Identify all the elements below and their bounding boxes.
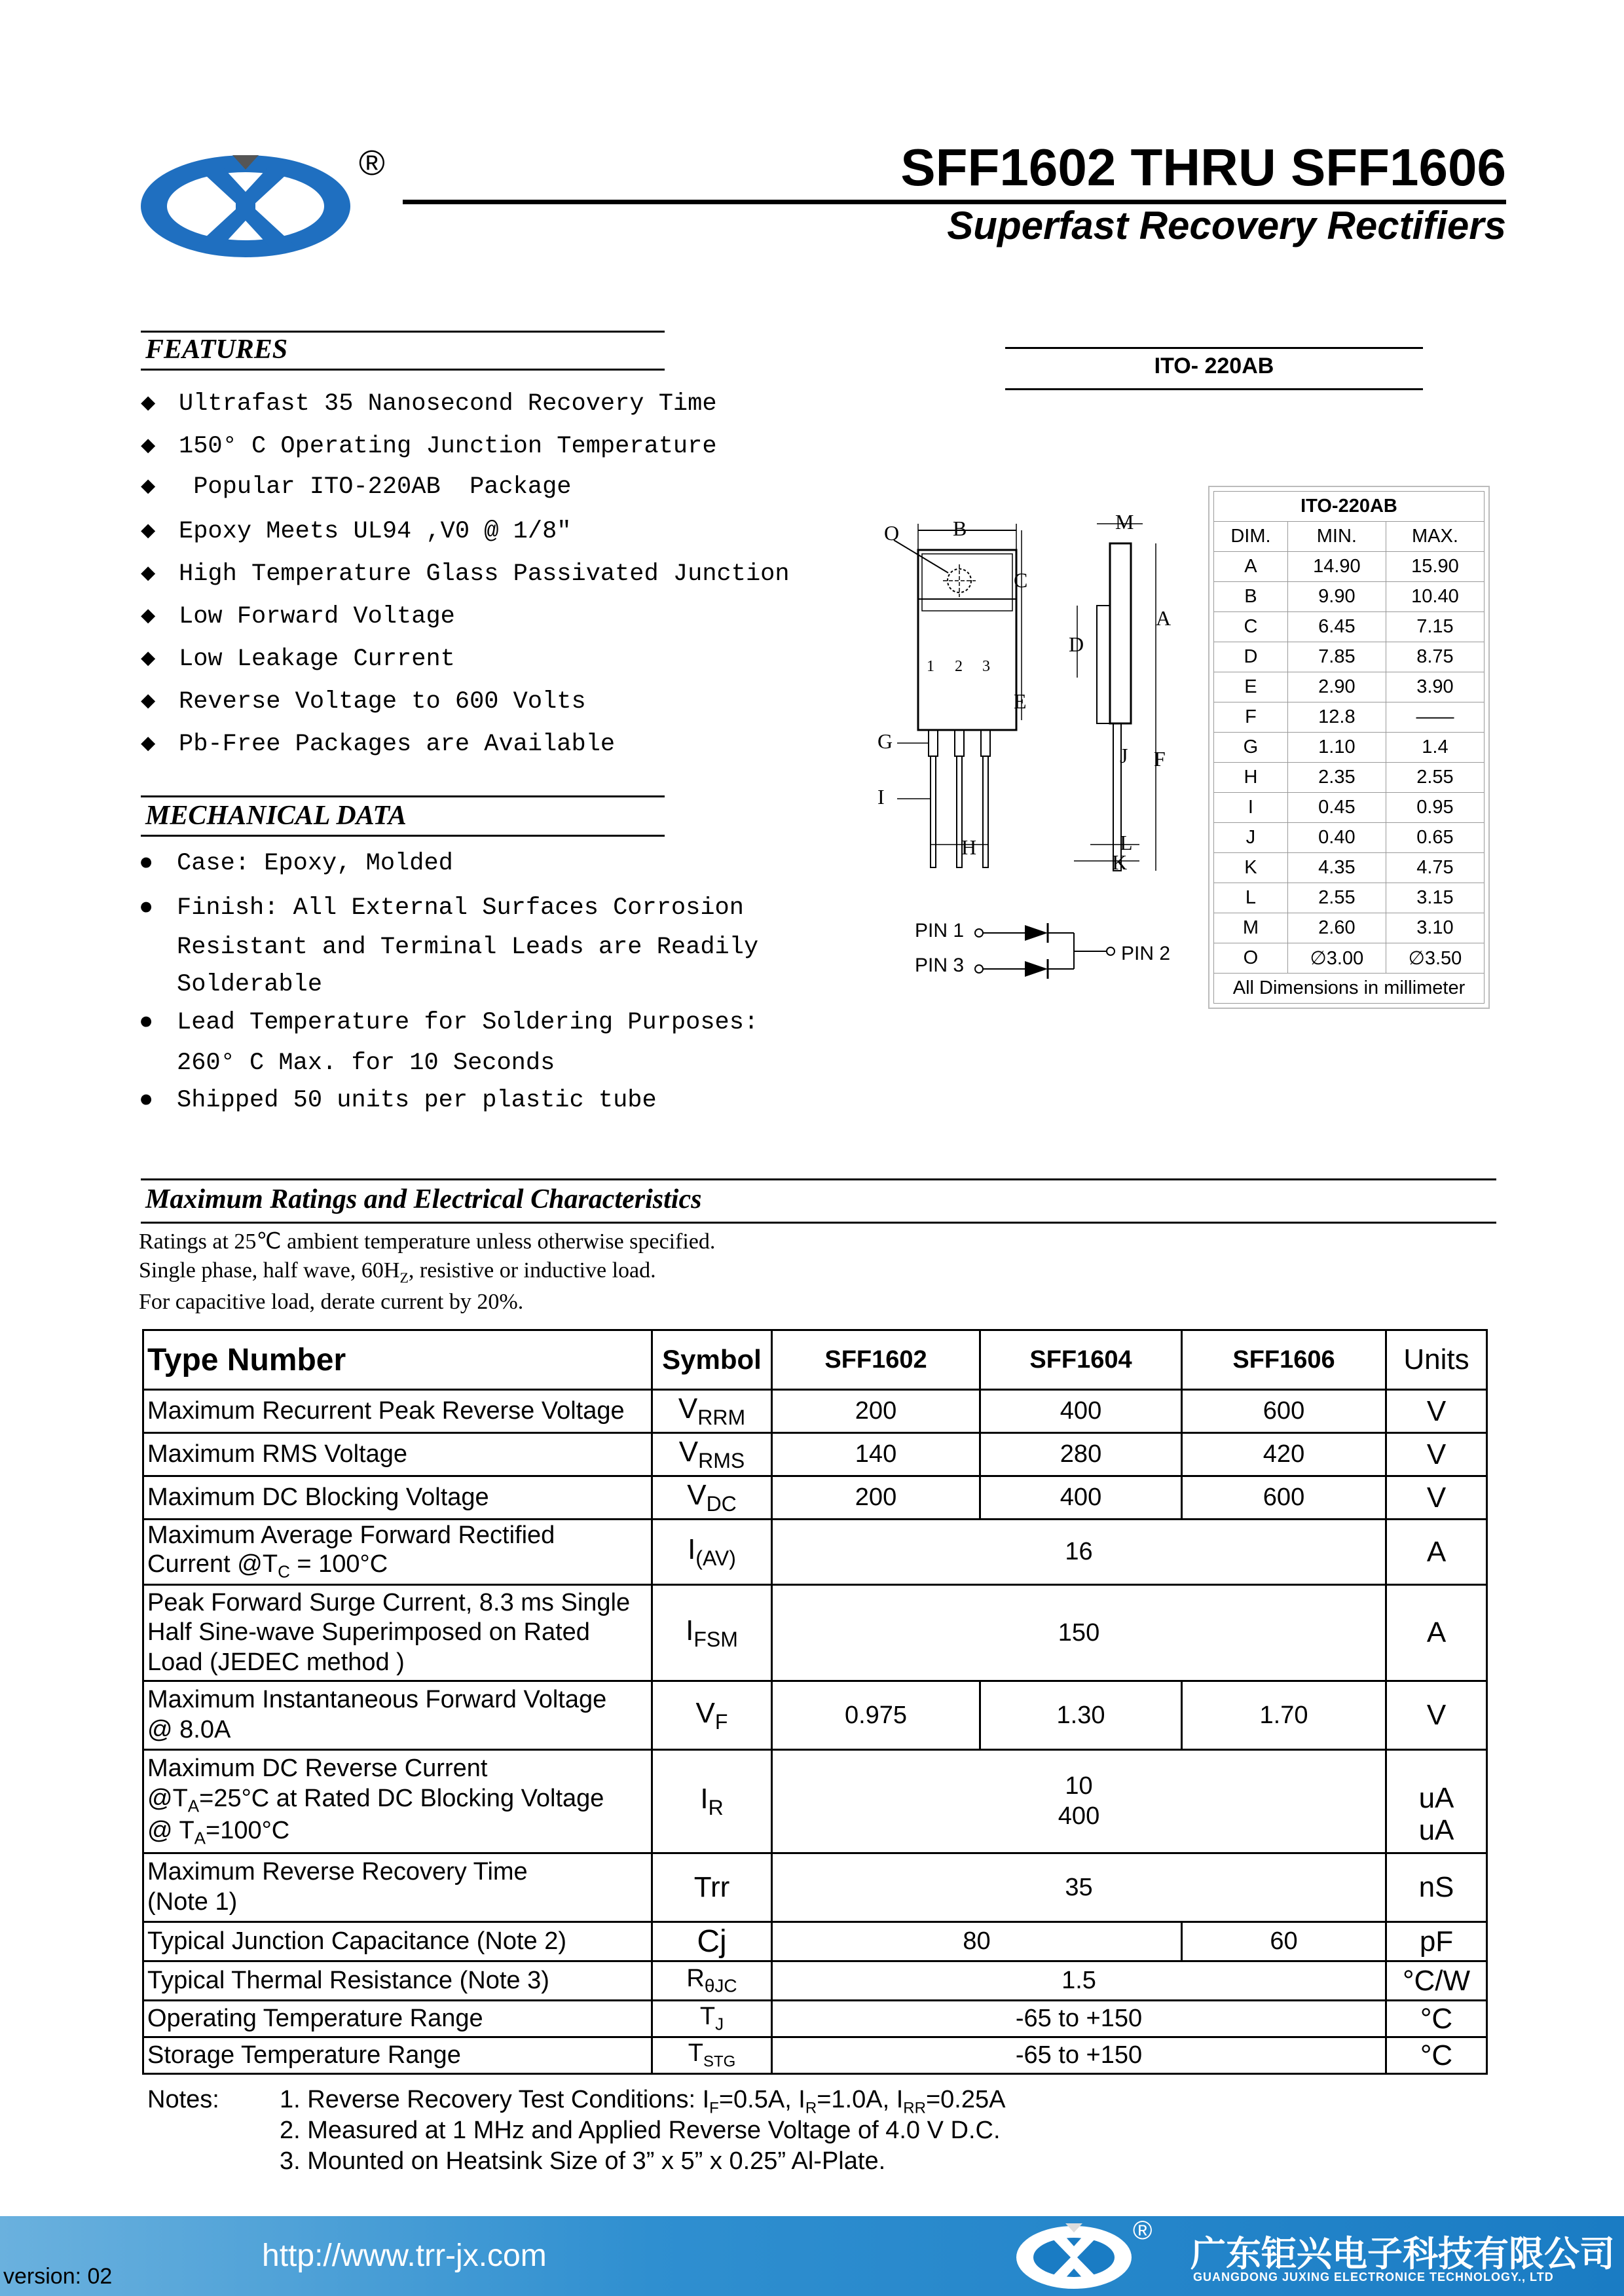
footer-version: version: 02 (3, 2264, 113, 2289)
dim-label-H: H (961, 835, 977, 859)
dim-label-G: G (877, 729, 893, 753)
dim-title: ITO-220AB (1214, 492, 1485, 522)
value-sff1602: 140 (772, 1433, 980, 1476)
dim-cell-max: ∅3.50 (1386, 943, 1484, 974)
dim-header: MAX. (1386, 522, 1484, 552)
param-symbol: Cj (652, 1922, 772, 1961)
dim-cell-max: 0.65 (1386, 823, 1484, 853)
table-row (143, 1520, 1487, 1585)
notes-label: Notes: (147, 2086, 219, 2113)
dim-cell-max: 15.90 (1386, 552, 1484, 582)
dim-cell-dim: M (1214, 913, 1288, 943)
param-unit: °C (1386, 2001, 1487, 2037)
dim-cell-dim: C (1214, 612, 1288, 642)
dim-row (1214, 702, 1485, 733)
dim-row (1214, 612, 1485, 642)
dim-row (1214, 883, 1485, 913)
param-description: Maximum Reverse Recovery Time (Note 1) (143, 1853, 652, 1922)
mechanical-item-cont: Solderable (177, 971, 323, 998)
header-sff1604: SFF1604 (980, 1330, 1182, 1390)
param-symbol: $I_R$ (652, 1750, 772, 1853)
ratings-table (142, 1329, 1486, 2075)
value-all-types: 35 (772, 1853, 1386, 1922)
value-sff1604: 400 (980, 1476, 1182, 1520)
header-sff1606: SFF1606 (1182, 1330, 1386, 1390)
dim-cell-max: 3.10 (1386, 913, 1484, 943)
features-title: FEATURES (145, 335, 288, 365)
dim-label-B: B (953, 517, 967, 540)
dim-label-C: C (1014, 568, 1028, 592)
feature-item: ◆ Epoxy Meets UL94 ,V0 @ 1/8" (141, 518, 572, 545)
dim-title-row (1214, 492, 1485, 522)
dim-row (1214, 733, 1485, 763)
table-row (143, 1390, 1487, 1433)
package-outline-diagram (864, 504, 1179, 884)
dim-cell-min: 2.60 (1287, 913, 1386, 943)
dim-cell-min: 2.90 (1287, 672, 1386, 702)
table-header-row (143, 1330, 1487, 1390)
param-description: Storage Temperature Range (143, 2037, 652, 2074)
footer-registered-mark: ® (1133, 2216, 1153, 2245)
param-unit: V (1386, 1681, 1487, 1750)
table-row (143, 1853, 1487, 1922)
dim-cell-dim: A (1214, 552, 1288, 582)
dim-cell-min: 14.90 (1287, 552, 1386, 582)
table-row (143, 2001, 1487, 2037)
table-row (143, 1433, 1487, 1476)
param-unit: nS (1386, 1853, 1487, 1922)
page-title: SFF1602 THRU SFF1606 (900, 138, 1506, 196)
param-description: Maximum Recurrent Peak Reverse Voltage (143, 1390, 652, 1433)
param-unit: uA uA (1386, 1750, 1487, 1853)
dim-label-E: E (1014, 689, 1027, 713)
ratings-intro-2: Single phase, half wave, $60H_Z$, resistive or inductive load. (139, 1258, 656, 1286)
param-description: Maximum Average Forward Rectified Current $@T_C = 100^\circ C$ (143, 1520, 652, 1585)
feature-item: ◆ Popular ITO-220AB Package (141, 473, 572, 501)
param-description: Maximum Instantaneous Forward Voltage @ 8.0A (143, 1681, 652, 1750)
dim-cell-max: 2.55 (1386, 763, 1484, 793)
dim-cell-min: 2.35 (1287, 763, 1386, 793)
param-unit: A (1386, 1585, 1487, 1681)
dim-label-L: L (1120, 831, 1133, 854)
feature-item: ◆ Low Forward Voltage (141, 603, 455, 630)
table-row (143, 1585, 1487, 1681)
param-unit: °C (1386, 2037, 1487, 2074)
pin3-label: PIN 3 (915, 955, 965, 976)
dim-label-M: M (1115, 510, 1134, 534)
feature-item: ◆ 150° C Operating Junction Temperature (141, 433, 717, 460)
table-row (143, 2037, 1487, 2074)
dim-label-A: A (1156, 606, 1172, 630)
mechanical-item: ● Finish: All External Surfaces Corrosion (139, 894, 744, 922)
param-unit: V (1386, 1390, 1487, 1433)
param-description: Maximum DC Reverse Current $@T_A=25^\circ C$ at Rated DC Blocking Voltage @ $T_A=100^\circ C$ (143, 1750, 652, 1853)
dim-row (1214, 913, 1485, 943)
param-description: Peak Forward Surge Current, 8.3 ms Single Half Sine-wave Superimposed on Rated Load (JEDEC method ) (143, 1585, 652, 1681)
value-all-types: 16 (772, 1520, 1386, 1585)
value-sff1604: 400 (980, 1390, 1182, 1433)
dim-header: DIM. (1214, 522, 1288, 552)
param-symbol: $V_F$ (652, 1681, 772, 1750)
company-logo (134, 147, 357, 262)
features-bottom-rule (141, 369, 665, 371)
dim-row (1214, 642, 1485, 672)
package-label: ITO- 220AB (1154, 354, 1274, 378)
value-all-types: -65 to +150 (772, 2037, 1386, 2074)
note-3: 3. Mounted on Heatsink Size of 3” x 5” x 0.25” Al-Plate. (280, 2147, 886, 2175)
value-sff1602: 0.975 (772, 1681, 980, 1750)
mechanical-item: ● Shipped 50 units per plastic tube (139, 1087, 657, 1114)
table-row (143, 1922, 1487, 1961)
pin-number-3: 3 (982, 658, 990, 675)
table-row (143, 1750, 1487, 1853)
header-sff1602: SFF1602 (772, 1330, 980, 1390)
param-description: Typical Thermal Resistance (Note 3) (143, 1961, 652, 2001)
table-row (143, 1961, 1487, 2001)
param-symbol: $T_J$ (652, 2001, 772, 2037)
dim-cell-max: 7.15 (1386, 612, 1484, 642)
dim-cell-min: 0.45 (1287, 793, 1386, 823)
dim-cell-max: 4.75 (1386, 853, 1484, 883)
value-sff1602: 200 (772, 1390, 980, 1433)
value-sff1606: 420 (1182, 1433, 1386, 1476)
page-subtitle: Superfast Recovery Rectifiers (947, 204, 1506, 247)
dim-cell-dim: E (1214, 672, 1288, 702)
ratings-bottom-rule (141, 1222, 1496, 1224)
package-top-rule (1005, 347, 1423, 349)
param-description: Maximum DC Blocking Voltage (143, 1476, 652, 1520)
dim-label-D: D (1069, 632, 1084, 656)
param-unit: V (1386, 1476, 1487, 1520)
dim-row (1214, 582, 1485, 612)
dim-cell-dim: F (1214, 702, 1288, 733)
dim-cell-max: 0.95 (1386, 793, 1484, 823)
ratings-title: Maximum Ratings and Electrical Characteristics (145, 1184, 702, 1214)
dim-cell-dim: O (1214, 943, 1288, 974)
dim-cell-min: ∅3.00 (1287, 943, 1386, 974)
mechanical-item: ● Lead Temperature for Soldering Purposes: (139, 1009, 759, 1036)
value-sff1606: 60 (1182, 1922, 1386, 1961)
footer-logo (1012, 2219, 1136, 2293)
param-unit: pF (1386, 1922, 1487, 1961)
dim-cell-max: 10.40 (1386, 582, 1484, 612)
feature-item: ◆ Ultrafast 35 Nanosecond Recovery Time (141, 390, 717, 418)
param-unit: V (1386, 1433, 1487, 1476)
pin-number-1: 1 (927, 658, 934, 675)
note-1: 1. Reverse Recovery Test Conditions: $I_F=0.5A$, $I_R=1.0A$, $I_{RR}=0.25A$ (280, 2086, 1006, 2117)
dim-cell-min: 0.40 (1287, 823, 1386, 853)
dim-cell-max: 1.4 (1386, 733, 1484, 763)
package-bottom-rule (1005, 388, 1423, 390)
value-all-types: 150 (772, 1585, 1386, 1681)
dim-cell-max: 3.90 (1386, 672, 1484, 702)
mechanical-top-rule (141, 795, 665, 797)
dim-cell-min: 2.55 (1287, 883, 1386, 913)
dim-label-O: O (884, 521, 900, 545)
value-sff1604: 1.30 (980, 1681, 1182, 1750)
dim-row (1214, 793, 1485, 823)
dim-cell-dim: J (1214, 823, 1288, 853)
header-symbol: Symbol (652, 1330, 772, 1390)
mechanical-title: MECHANICAL DATA (145, 801, 407, 831)
dim-cell-min: 1.10 (1287, 733, 1386, 763)
ratings-top-rule (141, 1178, 1496, 1180)
dim-label-I: I (877, 785, 885, 809)
dim-label-K: K (1112, 850, 1128, 874)
dim-cell-min: 4.35 (1287, 853, 1386, 883)
dim-row (1214, 672, 1485, 702)
footer-company-en: GUANGDONG JUXING ELECTRONICE TECHNOLOGY., LTD (1193, 2270, 1554, 2284)
param-symbol: $V_{DC}$ (652, 1476, 772, 1520)
param-symbol: $V_{RRM}$ (652, 1390, 772, 1433)
value-sff1602: 200 (772, 1476, 980, 1520)
footer-url-link[interactable]: http://www.trr-jx.com (262, 2238, 547, 2273)
value-all-types: 10 400 (772, 1750, 1386, 1853)
dim-row (1214, 763, 1485, 793)
mechanical-item: ● Case: Epoxy, Molded (139, 850, 453, 877)
value-sff1606: 600 (1182, 1476, 1386, 1520)
param-symbol: $I_{(AV)}$ (652, 1520, 772, 1585)
mechanical-bottom-rule (141, 835, 665, 837)
dim-cell-min: 9.90 (1287, 582, 1386, 612)
dim-cell-dim: I (1214, 793, 1288, 823)
dim-cell-min: 12.8 (1287, 702, 1386, 733)
param-description: Operating Temperature Range (143, 2001, 652, 2037)
dim-cell-dim: H (1214, 763, 1288, 793)
param-symbol: $T_{STG}$ (652, 2037, 772, 2074)
dim-footer-row (1214, 974, 1485, 1004)
dim-cell-dim: L (1214, 883, 1288, 913)
table-row (143, 1681, 1487, 1750)
feature-item: ◆ Pb-Free Packages are Available (141, 731, 616, 758)
feature-item: ◆ High Temperature Glass Passivated Junction (141, 560, 790, 588)
dim-cell-dim: D (1214, 642, 1288, 672)
table-row (143, 1476, 1487, 1520)
param-symbol: $I_{FSM}$ (652, 1585, 772, 1681)
dim-row (1214, 853, 1485, 883)
dim-cell-dim: B (1214, 582, 1288, 612)
ratings-intro-1: Ratings at 25℃ ambient temperature unless otherwise specified. (139, 1230, 716, 1254)
dim-label-J: J (1120, 744, 1128, 767)
dim-cell-dim: G (1214, 733, 1288, 763)
feature-item: ◆ Reverse Voltage to 600 Volts (141, 688, 586, 716)
pin2-label: PIN 2 (1121, 943, 1171, 964)
header-type-number: Type Number (143, 1330, 652, 1390)
mechanical-item-cont: 260° C Max. for 10 Seconds (177, 1049, 555, 1077)
param-symbol: $R_{\theta JC}$ (652, 1961, 772, 2001)
dim-row (1214, 823, 1485, 853)
pin-number-2: 2 (955, 658, 963, 675)
value-all-types: 1.5 (772, 1961, 1386, 2001)
param-symbol: $V_{RMS}$ (652, 1433, 772, 1476)
pin1-label: PIN 1 (915, 920, 965, 941)
value-sff1602-sff1604: 80 (772, 1922, 1182, 1961)
dim-row (1214, 552, 1485, 582)
dimension-table (1208, 486, 1490, 1009)
footer-company-cn: 广东钜兴电子科技有限公司 (1190, 2234, 1615, 2274)
dim-row (1214, 943, 1485, 974)
note-2: 2. Measured at 1 MHz and Applied Reverse Voltage of 4.0 V D.C. (280, 2117, 1001, 2144)
dim-cell-min: 7.85 (1287, 642, 1386, 672)
param-unit: °C/W (1386, 1961, 1487, 2001)
mechanical-item-cont: Resistant and Terminal Leads are Readily (177, 934, 759, 961)
value-sff1606: 600 (1182, 1390, 1386, 1433)
value-sff1606: 1.70 (1182, 1681, 1386, 1750)
registered-mark: ® (359, 143, 385, 183)
param-description: Maximum RMS Voltage (143, 1433, 652, 1476)
param-unit: A (1386, 1520, 1487, 1585)
value-sff1604: 280 (980, 1433, 1182, 1476)
value-all-types: -65 to +150 (772, 2001, 1386, 2037)
ratings-intro-3: For capacitive load, derate current by 20%. (139, 1290, 524, 1314)
dim-cell-max: 8.75 (1386, 642, 1484, 672)
features-top-rule (141, 331, 665, 333)
dim-cell-dim: K (1214, 853, 1288, 883)
header-units: Units (1386, 1330, 1487, 1390)
dim-label-F: F (1154, 747, 1166, 771)
dim-cell-min: 6.45 (1287, 612, 1386, 642)
dim-cell-max: 3.15 (1386, 883, 1484, 913)
dim-footer: All Dimensions in millimeter (1214, 974, 1485, 1004)
feature-item: ◆ Low Leakage Current (141, 646, 455, 673)
dim-header: MIN. (1287, 522, 1386, 552)
param-description: Typical Junction Capacitance (Note 2) (143, 1922, 652, 1961)
param-symbol: Trr (652, 1853, 772, 1922)
dim-cell-max: —— (1386, 702, 1484, 733)
dim-header-row (1214, 522, 1485, 552)
